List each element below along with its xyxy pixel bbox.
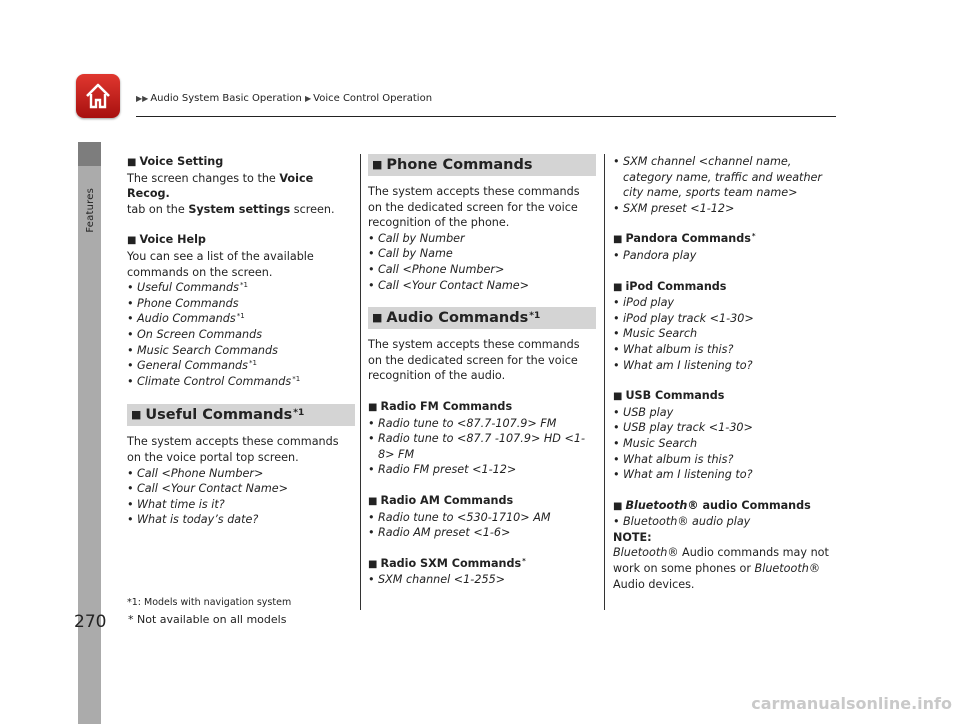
list-item: • Call <Phone Number> [368,262,505,276]
radio-am-heading: ■ Radio AM Commands [368,493,514,507]
column-left [127,154,355,528]
breadcrumb-arrow-icon: ▶ [305,94,312,103]
side-tab-marker [78,142,101,166]
list-item: • Radio tune to <87.7 -107.9> HD <1-8> FM [368,432,585,461]
audio-commands-banner: ■ Audio Commands *1 [368,307,596,329]
useful-commands-text: The system accepts these commands on the voice portal top screen. [127,435,339,464]
square-bullet-icon: ■ [613,281,623,293]
column-divider [604,154,605,610]
list-item: • Call <Your Contact Name> [368,278,529,292]
list-item: • Call <Phone Number> [127,466,264,480]
list-item: • On Screen Commands [127,327,263,341]
phone-commands-list [368,231,596,293]
note-text: Bluetooth® Audio commands may not work on some phones or Bluetooth® Audio devices. [613,546,829,591]
watermark: carmanualsonline.info [751,694,952,713]
column-right [613,154,841,592]
list-item: • Call by Name [368,247,453,261]
list-item: • Bluetooth® audio play [613,515,751,529]
square-bullet-icon: ■ [368,558,378,570]
side-section-label: Features [85,188,96,233]
list-item: • iPod play [613,296,675,310]
breadcrumb-item[interactable]: Voice Control Operation [313,93,433,104]
bluetooth-heading: ■ Bluetooth® audio Commands [613,498,811,512]
voice-help-text: You can see a list of the available commands on the screen. [127,249,314,279]
list-item: • What am I listening to? [613,358,753,372]
voice-setting-text: The screen changes to the Voice Recog. tab on the System settings screen. [127,171,335,216]
home-icon [83,81,113,111]
usb-heading: ■ USB Commands [613,389,725,403]
list-item: • What album is this? [613,342,734,356]
home-button[interactable] [76,74,120,118]
voice-setting-heading: ■ Voice Setting [127,155,224,168]
useful-commands-banner: ■ Useful Commands *1 [127,404,355,426]
list-item: • Radio FM preset <1-12> [368,463,517,477]
list-item: • Pandora play [613,248,697,262]
phone-commands-banner: ■ Phone Commands [368,154,596,176]
list-item: • Radio AM preset <1-6> [368,526,511,540]
square-bullet-icon: ■ [613,391,623,403]
footnote-availability: * Not available on all models [128,613,287,626]
list-item: • General Commands$^{*1}$ [127,359,257,373]
phone-commands-text: The system accepts these commands on the dedicated screen for the voice recognition of the phone. [368,185,580,230]
list-item: • Music Search Commands [127,343,278,357]
square-bullet-icon: ■ [613,234,623,246]
voice-help-list [127,280,355,389]
list-item: • SXM channel <channel name, category name, traffic and weather city name, sports team name> [613,155,823,200]
pandora-heading: ■ Pandora Commands* [613,232,756,246]
list-item: • Radio tune to <87.7-107.9> FM [368,416,557,430]
list-item: • Climate Control Commands$^{*1}$ [127,374,301,388]
list-item: • Audio Commands$^{*1}$ [127,312,245,326]
header-rule [136,116,836,117]
column-divider [360,154,361,610]
list-item: • Music Search [613,436,698,450]
square-bullet-icon: ■ [372,311,383,325]
useful-commands-list [127,466,355,528]
audio-commands-text: The system accepts these commands on the dedicated screen for the voice recognition of the audio. [368,338,580,383]
list-item: • SXM preset <1-12> [613,201,735,215]
list-item: • USB play [613,405,674,419]
list-item: • What time is it? [127,497,225,511]
list-item: • Phone Commands [127,296,239,310]
breadcrumb-item[interactable]: Audio System Basic Operation [150,93,302,104]
list-item: • Call by Number [368,231,465,245]
ipod-heading: ■ iPod Commands [613,279,727,293]
list-item: • SXM channel <1-255> [368,573,506,587]
list-item: • Useful Commands$^{*1}$ [127,281,248,295]
list-item: • Call <Your Contact Name> [127,482,288,496]
square-bullet-icon: ■ [127,235,137,247]
list-item: • iPod play track <1-30> [613,311,754,325]
footnote-models: *1: Models with navigation system [127,597,292,608]
square-bullet-icon: ■ [372,158,383,171]
list-item: • What album is this? [613,452,734,466]
voice-help-heading: ■ Voice Help [127,233,206,247]
column-middle [368,154,596,588]
list-item: • Music Search [613,327,698,341]
note-label: NOTE: [613,530,652,544]
square-bullet-icon: ■ [368,401,378,413]
breadcrumb [136,93,432,104]
list-item: • What am I listening to? [613,468,753,482]
radio-sxm-heading: ■ Radio SXM Commands* [368,556,526,570]
list-item: • Radio tune to <530-1710> AM [368,510,551,524]
square-bullet-icon: ■ [131,408,142,422]
list-item: • USB play track <1-30> [613,421,753,435]
list-item: • What is today’s date? [127,513,259,527]
square-bullet-icon: ■ [127,157,137,168]
square-bullet-icon: ■ [613,500,623,512]
page-number: 270 [74,612,107,632]
radio-fm-heading: ■ Radio FM Commands [368,399,513,413]
square-bullet-icon: ■ [368,495,378,507]
breadcrumb-arrow-icon: ▶▶ [136,94,149,103]
